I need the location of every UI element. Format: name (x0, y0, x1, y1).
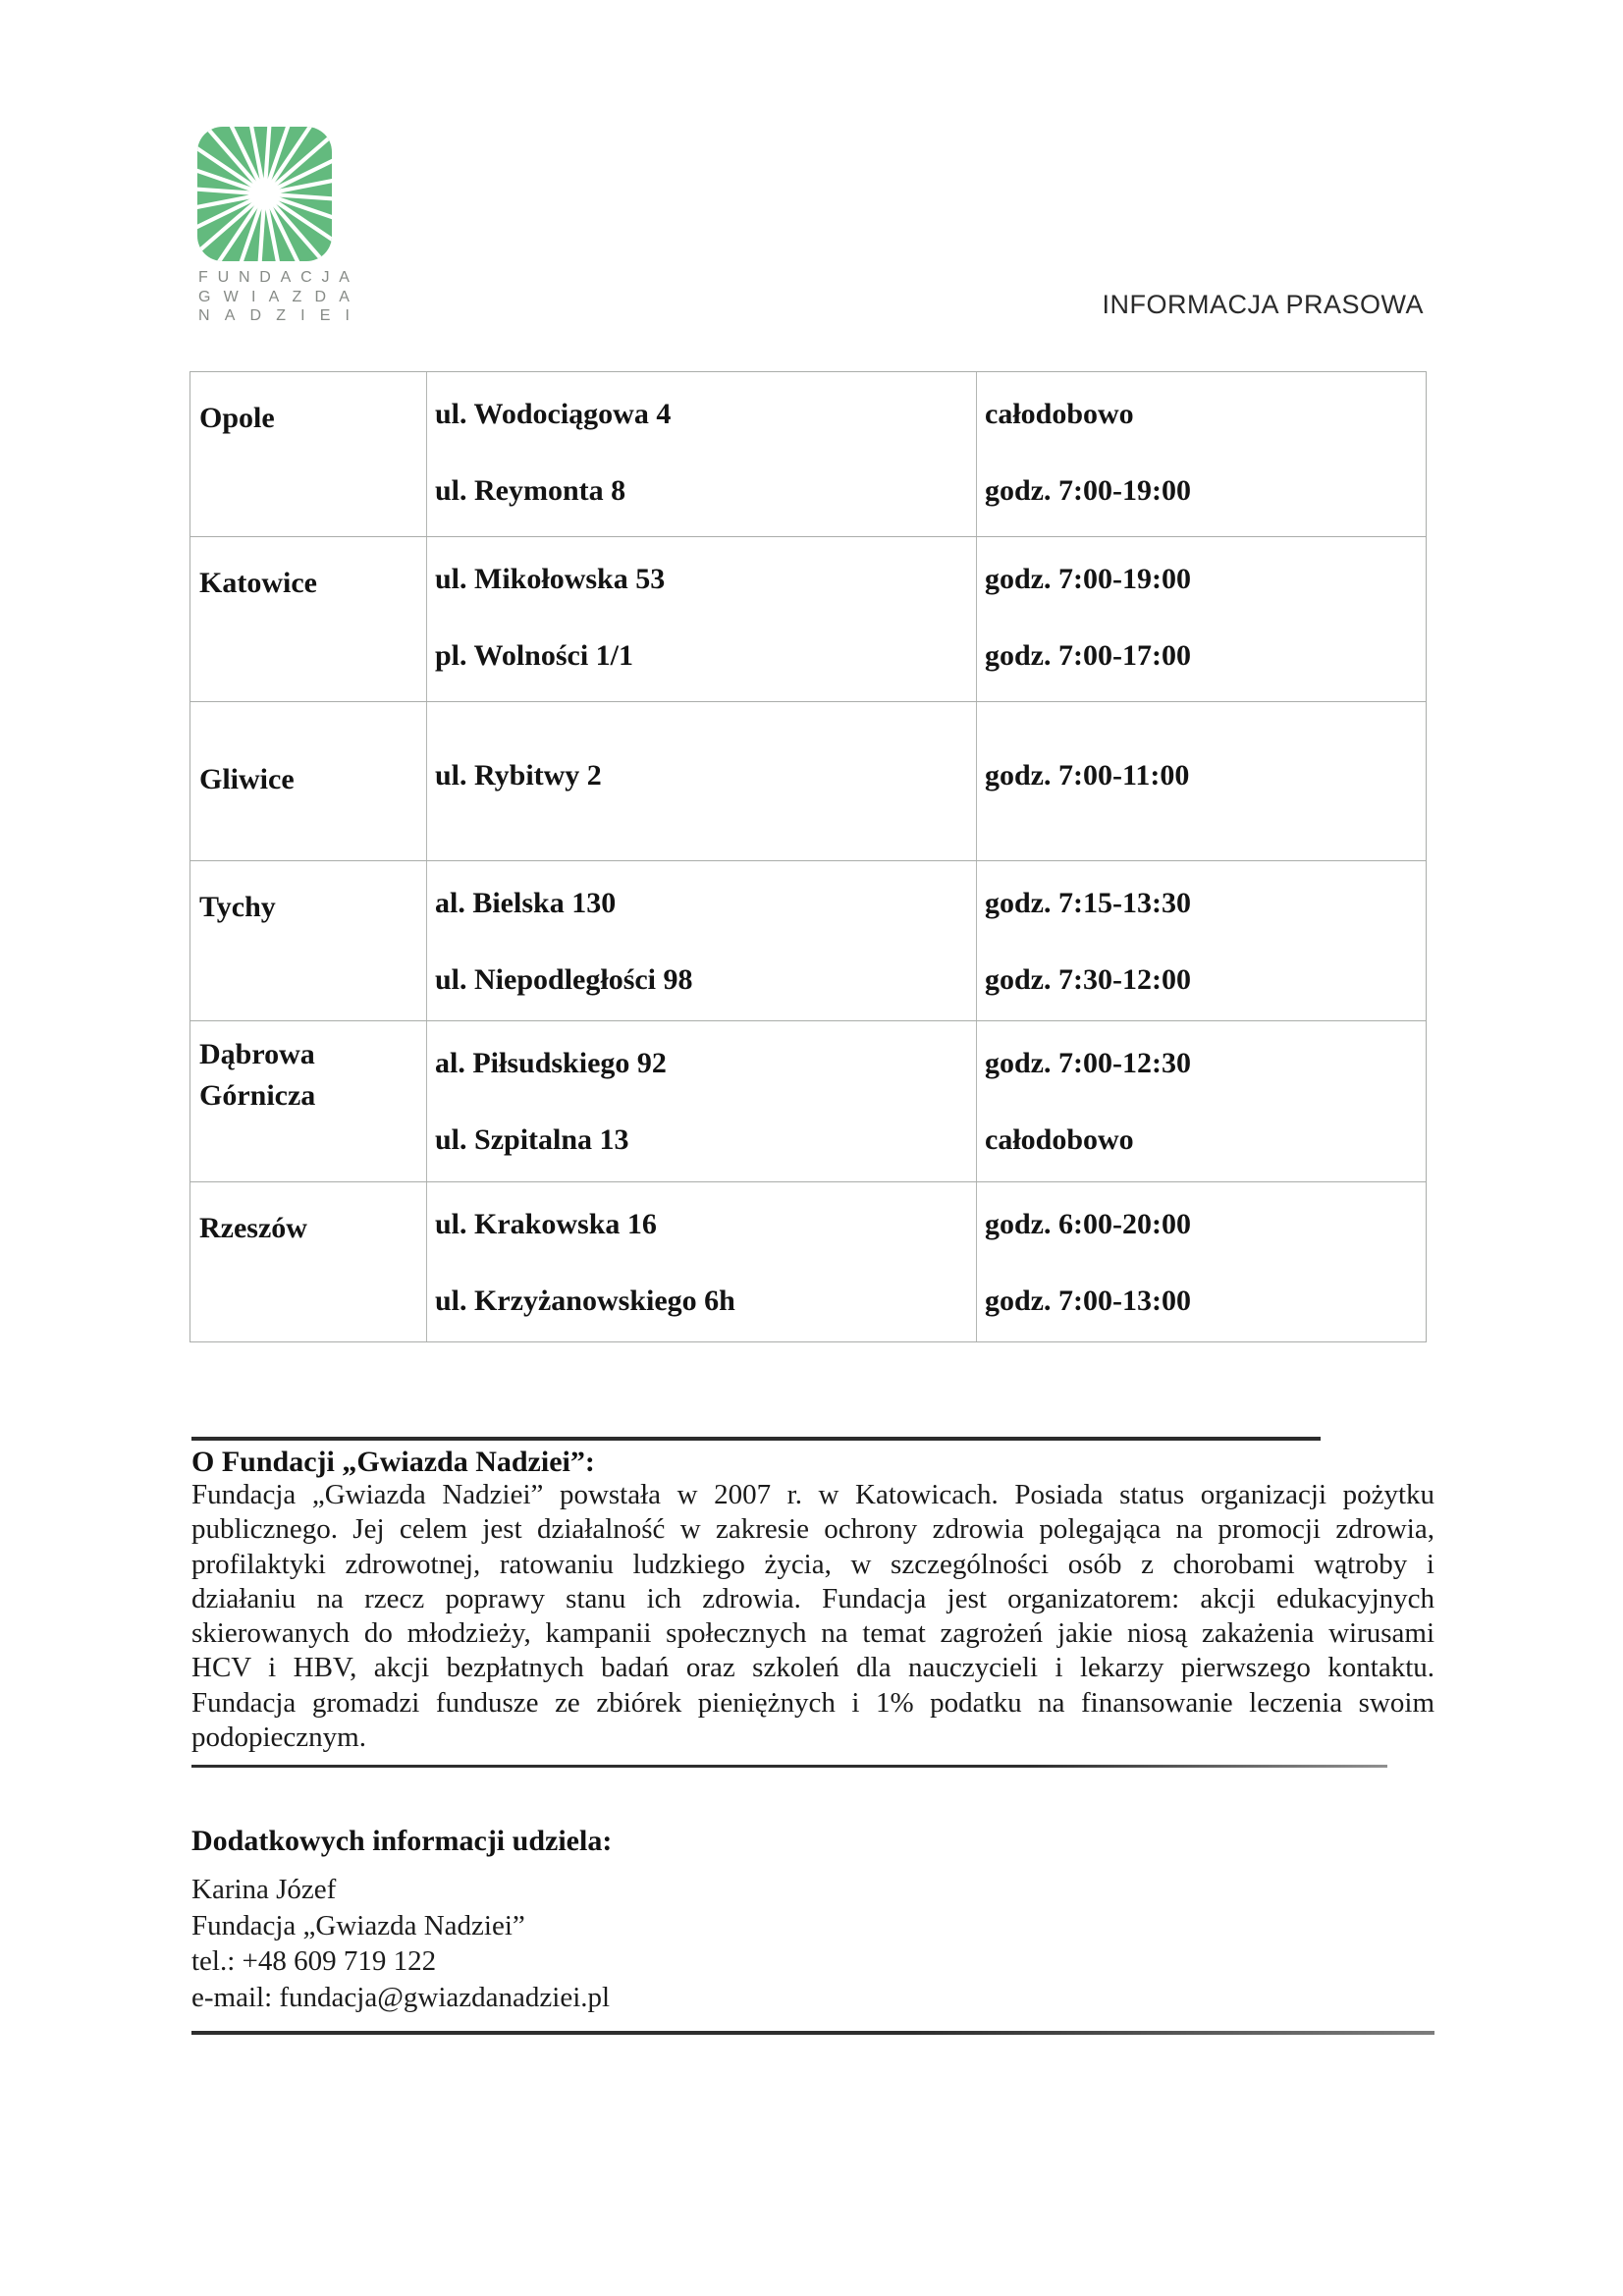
contact-line: Karina Józef (191, 1874, 337, 1905)
address-text: ul. Mikołowska 53 (435, 563, 666, 595)
hours-text: godz. 7:30-12:00 (985, 963, 1191, 996)
address-text: ul. Wodociągowa 4 (435, 398, 672, 430)
logo-wordmark-line: N A D Z I E I (198, 307, 350, 324)
contact-block (191, 1872, 610, 2015)
address-text: ul. Krzyżanowskiego 6h (435, 1285, 735, 1317)
table-row (190, 861, 1426, 1021)
table-row (190, 372, 1426, 537)
hours-text: całodobowo (985, 1123, 1134, 1156)
hours-text: całodobowo (985, 398, 1134, 430)
hours-cell (976, 861, 1428, 1020)
section-divider-middle (191, 1765, 1387, 1768)
table-row (190, 537, 1426, 702)
city-cell (190, 372, 426, 536)
locations-table (189, 371, 1427, 1342)
hours-text: godz. 7:00-13:00 (985, 1285, 1191, 1317)
address-cell (426, 1182, 976, 1341)
contact-line: e-mail: fundacja@gwiazdanadziei.pl (191, 1981, 611, 2013)
section-divider-bottom (191, 2031, 1434, 2035)
about-heading: O Fundacji „Gwiazda Nadziei”: (191, 1446, 595, 1478)
address-text: ul. Krakowska 16 (435, 1208, 657, 1240)
contact-line: Fundacja „Gwiazda Nadziei” (191, 1909, 525, 1941)
address-cell (426, 372, 976, 536)
city-name: Tychy (199, 891, 276, 923)
logo-wordmark-line: G W I A Z D A (198, 288, 350, 305)
address-text: al. Piłsudskiego 92 (435, 1047, 667, 1079)
city-cell (190, 1021, 426, 1181)
address-text: ul. Reymonta 8 (435, 474, 626, 507)
city-cell (190, 702, 426, 860)
hours-text: godz. 7:00-19:00 (985, 474, 1191, 507)
hours-cell (976, 1021, 1428, 1181)
hours-text: godz. 7:00-17:00 (985, 639, 1191, 672)
address-text: ul. Rybitwy 2 (435, 759, 602, 792)
city-name: Opole (199, 402, 275, 434)
hours-cell (976, 1182, 1428, 1341)
hours-text: godz. 7:00-11:00 (985, 759, 1190, 792)
contact-heading: Dodatkowych informacji udziela: (191, 1825, 613, 1857)
city-cell (190, 1182, 426, 1341)
logo-wordmark-line: F U N D A C J A (198, 269, 350, 286)
section-divider-top (191, 1437, 1321, 1441)
about-body: Fundacja „Gwiazda Nadziei” powstała w 2007 r. w Katowicach. Posiada status organizacji pożytku publicznego. Jej celem jest działalność w zakresie ochrony zdrowia polegająca na promocji zdrowia, profilaktyki zdrowotnej, ratowaniu ludzkiego życia, w szczególności osób z chorobami wątroby i działaniu na rzecz poprawy stanu ich zdrowia. Fundacja jest organizatorem: akcji edukacyjnych skierowanych do młodzieży, kampanii społecznych na temat zagrożeń jakie niosą zakażenia wirusami HCV i HBV, akcji bezpłatnych badań oraz szkoleń dla nauczycieli i lekarzy pierwszego kontaktu. Fundacja gromadzi fundusze ze zbiórek pieniężnych i 1% podatku na finansowanie leczenia swoim podopiecznym. (191, 1479, 1434, 1754)
address-text: ul. Niepodległości 98 (435, 963, 693, 996)
city-name: Rzeszów (199, 1212, 307, 1244)
address-text: ul. Szpitalna 13 (435, 1123, 629, 1156)
hours-text: godz. 7:00-12:30 (985, 1047, 1191, 1079)
press-release-label: INFORMACJA PRASOWA (1102, 290, 1424, 319)
address-text: al. Bielska 130 (435, 887, 617, 919)
city-cell (190, 537, 426, 701)
address-cell (426, 702, 976, 860)
hours-cell (976, 702, 1428, 860)
starburst-logo-icon (197, 127, 332, 261)
city-name: Gliwice (199, 763, 295, 795)
hours-text: godz. 7:00-19:00 (985, 563, 1191, 595)
address-text: pl. Wolności 1/1 (435, 639, 634, 672)
logo-wordmark (198, 268, 350, 326)
address-cell (426, 537, 976, 701)
contact-line: tel.: +48 609 719 122 (191, 1945, 437, 1978)
table-row (190, 1182, 1426, 1341)
city-name: Dąbrowa Górnicza (199, 1038, 316, 1112)
city-name: Katowice (199, 567, 317, 599)
table-row (190, 1021, 1426, 1182)
address-cell (426, 861, 976, 1020)
hours-cell (976, 537, 1428, 701)
hours-text: godz. 6:00-20:00 (985, 1208, 1191, 1240)
hours-text: godz. 7:15-13:30 (985, 887, 1191, 919)
city-cell (190, 861, 426, 1020)
table-row (190, 702, 1426, 861)
address-cell (426, 1021, 976, 1181)
hours-cell (976, 372, 1428, 536)
